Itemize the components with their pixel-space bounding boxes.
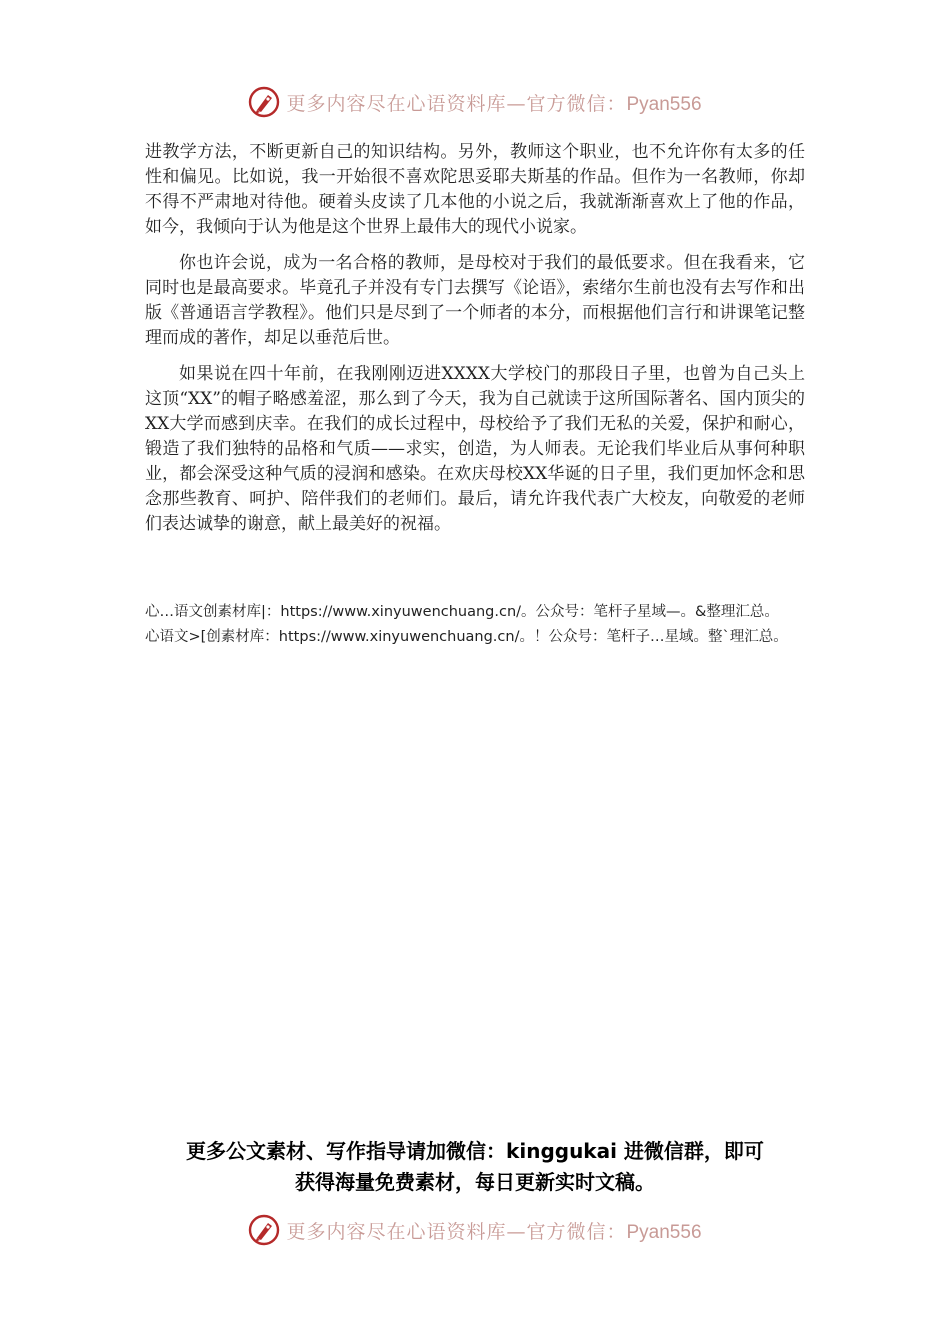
body-paragraph-1: 进教学方法，不断更新自己的知识结构。另外，教师这个职业，也不允许你有太多的任性和偏见。比如说，我一开始很不喜欢陀思妥耶夫斯基的作品。但作为一名教师，你却不得不严肃地对待他。硬着头皮读了几本他的小说之后，我就渐渐喜欢上了他的作品，如今，我倾向于认为他是这个世界上最伟大的现代小说家。 <box>145 142 805 237</box>
footer-banner-wechat: Pyan556 <box>626 1221 702 1243</box>
promo-line-1: 更多公文素材、写作指导请加微信：kinggukai 进微信群，即可 <box>186 1139 764 1163</box>
pen-nib-logo-icon <box>248 86 280 118</box>
promo-line-2: 获得海量免费素材，每日更新实时文稿。 <box>295 1170 655 1194</box>
promo-block <box>0 1136 950 1198</box>
footer-banner-label: 更多内容尽在心语资料库—官方微信： <box>286 1220 627 1243</box>
header-banner-text <box>286 89 701 116</box>
pen-nib-logo-icon <box>248 1214 280 1246</box>
source-notes <box>145 600 809 650</box>
body-paragraph-3: 如果说在四十年前，在我刚刚迈进XXXX大学校门的那段日子里，也曾为自己头上这顶“XX”的帽子略感羞涩，那么到了今天，我为自己就读于这所国际著名、国内顶尖的XX大学而感到庆幸。在我们的成长过程中，母校给予了我们无私的关爱，保护和耐心，锻造了我们独特的品格和气质——求实，创造，为人师表。无论我们毕业后从事何种职业，都会深受这种气质的浸润和感染。在欢庆母校XX华诞的日子里，我们更加怀念和思念那些教育、呵护、陪伴我们的老师们。最后，请允许我代表广大校友，向敬爱的老师们表达诚挚的谢意，献上最美好的祝福。 <box>145 364 805 534</box>
source-note-1: 心…语文创素材库|：https://www.xinyuwenchuang.cn/。公众号：笔杆子星域—。&整理汇总。 <box>145 604 779 620</box>
document-body <box>145 140 805 548</box>
footer-banner-text <box>286 1217 701 1244</box>
source-note-2: 心语文>[创素材库：https://www.xinyuwenchuang.cn/。！公众号：笔杆子…星域。整`理汇总。 <box>145 629 788 645</box>
body-paragraph-2: 你也许会说，成为一名合格的教师，是母校对于我们的最低要求。但在我看来，它同时也是最高要求。毕竟孔子并没有专门去撰写《论语》，索绪尔生前也没有去写作和出版《普通语言学教程》。他们只是尽到了一个师者的本分，而根据他们言行和讲课笔记整理而成的著作，却足以垂范后世。 <box>145 253 805 348</box>
header-banner <box>0 80 950 124</box>
header-banner-wechat: Pyan556 <box>626 93 702 115</box>
footer-banner <box>0 1208 950 1252</box>
header-banner-label: 更多内容尽在心语资料库—官方微信： <box>286 92 627 115</box>
